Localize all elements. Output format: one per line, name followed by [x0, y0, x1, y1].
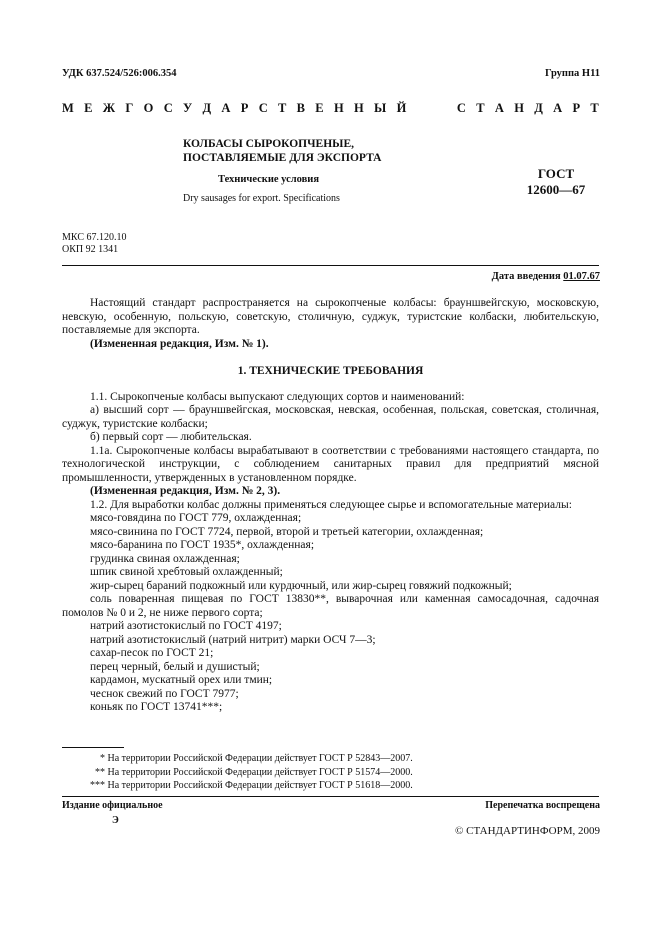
heading-letter: Н	[514, 101, 524, 115]
material-item: соль поваренная пищевая по ГОСТ 13830**, выварочная или каменная самосадочная, садочная помолов № 0 и 2, не ниже первого сорта;	[62, 593, 599, 619]
heading-letter: А	[494, 101, 504, 115]
heading-letter: Ж	[102, 101, 116, 115]
material-item: мясо-свинина по ГОСТ 7724, первой, второй и третьей категории, охлажденная;	[90, 525, 484, 538]
heading-letter: С	[163, 101, 173, 115]
heading-letter: Т	[278, 101, 287, 115]
material-item: чеснок свежий по ГОСТ 7977;	[90, 687, 239, 700]
document-title	[183, 137, 381, 165]
material-item: мясо-говядина по ГОСТ 779, охлажденная;	[90, 512, 302, 524]
material-item: мясо-баранина по ГОСТ 1935*, охлажденная;	[90, 539, 315, 551]
materials-list	[62, 512, 599, 715]
footer-divider	[62, 796, 599, 797]
document-body	[62, 297, 599, 715]
introduction-date	[492, 271, 600, 282]
title-line-1: КОЛБАСЫ СЫРОКОПЧЕНЫЕ,	[183, 138, 354, 150]
copyright: © СТАНДАРТИНФОРМ, 2009	[455, 825, 600, 837]
reprint-notice: Перепечатка воспрещена	[485, 800, 600, 811]
title-line-2: ПОСТАВЛЯЕМЫЕ ДЛЯ ЭКСПОРТА	[183, 152, 382, 164]
material-item: шпик свиной хребтовый охлажденный;	[90, 566, 283, 578]
intro-amendment-note: (Измененная редакция, Изм. № 1).	[90, 337, 269, 350]
heading-letter: Д	[534, 101, 543, 115]
material-item: кардамон, мускатный орех или тмин;	[90, 674, 273, 686]
footnotes	[90, 752, 413, 793]
gost-code: 12600—67	[526, 182, 586, 197]
gost-number	[513, 166, 599, 198]
heading-letter: А	[221, 101, 231, 115]
material-item: коньяк по ГОСТ 13741***;	[90, 701, 223, 713]
heading-letter: Г	[125, 101, 134, 115]
material-item: сахар-песок по ГОСТ 21;	[90, 647, 214, 659]
heading-letter: Й	[396, 101, 407, 115]
heading-letter: Н	[333, 101, 344, 115]
intro-paragraph: Настоящий стандарт распространяется на сырокопченые колбасы: брауншвейгскую, московскую, невскую, особенную, польскую, советскую, столичную, суджук, туристские колбаски, любительскую, поставляемые для экспорта.	[62, 297, 599, 336]
clause-1-1a: 1.1а. Сырокопченые колбасы вырабатывают в соответствии с требованиями настоящего стандарта, по технологической инструкции, с соблюдением санитарных правил для предприятий мясной промышленности, утвержденных в установленном порядке.	[62, 444, 599, 484]
heading-letter: Т	[590, 101, 599, 115]
clause-1-1-b: б) первый сорт — любительская.	[90, 431, 252, 443]
heading-letter: Р	[572, 101, 581, 115]
group-code: Группа Н11	[544, 68, 600, 79]
heading-letter: А	[553, 101, 563, 115]
heading-letter: Н	[353, 101, 364, 115]
heading-letter	[417, 101, 447, 116]
heading-letter: Д	[202, 101, 212, 115]
material-item: натрий азотистокислый по ГОСТ 4197;	[90, 620, 282, 632]
section-heading: 1. ТЕХНИЧЕСКИЕ ТРЕБОВАНИЯ	[237, 365, 424, 377]
introduction-date-value: 01.07.67	[563, 271, 600, 282]
clause-1-1-a: а) высший сорт — брауншвейгская, московская, невская, особенная, польская, советская, столичная, суджук, туристские колбаски;	[62, 404, 599, 430]
heading-letter: У	[183, 101, 193, 115]
material-item: перец черный, белый и душистый;	[90, 660, 260, 673]
clause-1-2: 1.2. Для выработки колбас должны применяться следующее сырье и вспомогательные материалы:	[90, 498, 572, 511]
footnote-3: *** На территории Российской Федерации действует ГОСТ Р 51618—2000.	[90, 780, 413, 791]
official-edition: Издание официальное	[62, 800, 163, 811]
classifier-codes	[62, 232, 126, 256]
heading-letter: Е	[315, 101, 324, 115]
heading-letter: Т	[476, 101, 485, 115]
heading-letter: Р	[240, 101, 249, 115]
okp-code: ОКП 92 1341	[62, 244, 119, 255]
gost-label: ГОСТ	[537, 166, 575, 181]
udk-code: УДК 637.524/526:006.354	[62, 68, 177, 79]
divider	[62, 265, 599, 266]
heading-letter: В	[296, 101, 305, 115]
clause-1-1: 1.1. Сырокопченые колбасы выпускают следующих сортов и наименований:	[90, 390, 465, 403]
mks-code: МКС 67.120.10	[62, 232, 127, 243]
material-item: жир-сырец бараний подкожный или курдючный, или жир-сырец говяжий подкожный;	[90, 579, 512, 592]
heading-letter: М	[62, 101, 74, 115]
material-item: натрий азотистокислый (натрий нитрит) марки ОСЧ 7—3;	[90, 633, 376, 646]
footnote-2: ** На территории Российской Федерации действует ГОСТ Р 51574—2000.	[95, 766, 413, 778]
material-item: грудинка свиная охлажденная;	[90, 552, 240, 565]
heading-letter: Е	[84, 101, 93, 115]
standard-type-heading	[62, 101, 599, 116]
heading-letter: Ы	[374, 101, 387, 115]
introduction-date-label: Дата введения	[491, 271, 561, 282]
document-subtitle: Технические условия	[218, 174, 320, 185]
footnote-1: * На территории Российской Федерации действует ГОСТ Р 52843—2007.	[100, 753, 413, 764]
heading-letter: С	[456, 101, 466, 115]
clause-1-1a-amendment-note: (Измененная редакция, Изм. № 2, 3).	[90, 485, 281, 497]
heading-letter: С	[258, 101, 268, 115]
edition-mark: Э	[112, 815, 119, 826]
english-title: Dry sausages for export. Specifications	[183, 193, 340, 204]
heading-letter: О	[143, 101, 154, 115]
footnote-divider	[62, 747, 124, 748]
